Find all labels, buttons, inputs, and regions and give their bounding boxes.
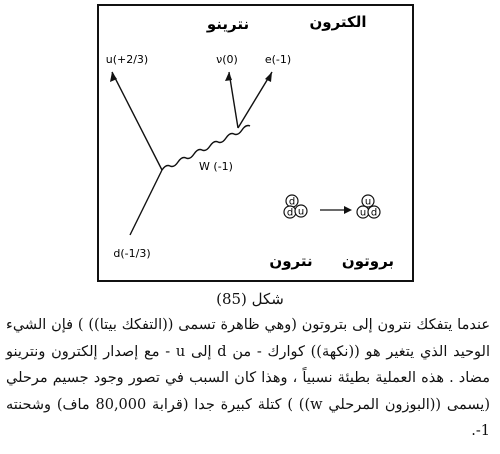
u-quark-label: u(+2/3) bbox=[105, 53, 149, 66]
neutron-quark-cluster bbox=[284, 195, 307, 219]
neutrino-arrowhead bbox=[225, 72, 232, 81]
neutron-quark-2: d bbox=[286, 207, 294, 219]
u-quark-line bbox=[112, 72, 162, 170]
neutrino-line bbox=[229, 72, 238, 128]
conversion-arrowhead bbox=[344, 206, 352, 214]
d-quark-label: d(-1/3) bbox=[113, 247, 151, 260]
proton-quark-2: u bbox=[359, 207, 367, 219]
proton-quark-cluster bbox=[357, 195, 380, 219]
proton-quark-3: d bbox=[370, 207, 378, 219]
neutron-quark-3: u bbox=[297, 206, 305, 218]
neutrino-symbol-label: ν(0) bbox=[216, 53, 238, 66]
neutron-label: نترون bbox=[269, 252, 313, 270]
neutron-quark-1: d bbox=[288, 196, 296, 208]
w-boson-label: W (-1) bbox=[199, 160, 233, 173]
body-paragraph: عندما يتفكك نترون إلى بتروتون (وهي ظاهرة تسمى ((التفكك بيتا)) ) فإن الشيء الوحيد الذي يتغير هو ((نكهة)) كوارك - من d إلى u - مع إصدار إلكترون ونترينو مضاد . هذه العملية بطيئة نسبياً ، وهذا كان السبب في تصور وجود جسيم مرحلي (يسمى ((البوزون المرحلي w)) ) كتلة كبيرة جدا (قرابة 80,000 ماف) وشحنته 1-. bbox=[6, 317, 490, 439]
figure-caption: شكل (85) bbox=[216, 290, 284, 308]
neutrino-label: نترينو bbox=[206, 15, 250, 33]
d-quark-line bbox=[130, 170, 162, 235]
electron-line bbox=[238, 72, 272, 128]
proton-label: بروتون bbox=[341, 252, 395, 270]
electron-symbol-label: e(-1) bbox=[264, 53, 292, 66]
electron-label: الكترون bbox=[309, 13, 367, 31]
proton-quark-1: u bbox=[364, 196, 372, 208]
